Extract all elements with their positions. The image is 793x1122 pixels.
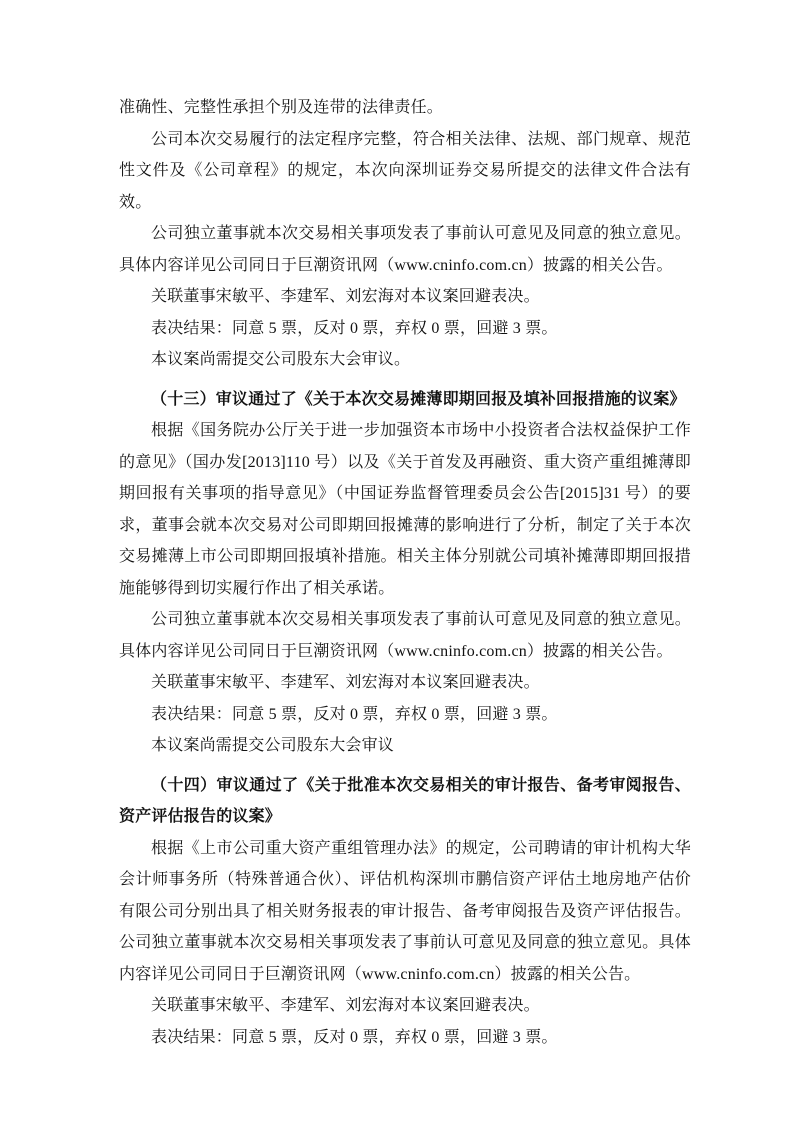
paragraph-independent-directors-opinion: 公司独立董事就本次交易相关事项发表了事前认可意见及同意的独立意见。具体内容详见公司同日于巨潮资讯网（www.cninfo.com.cn）披露的相关公告。 xyxy=(119,225,691,274)
section-heading-13: （十三）审议通过了《关于本次交易摊薄即期回报及填补回报措施的议案》 xyxy=(151,390,686,408)
document-page xyxy=(119,92,691,1053)
paragraph-legal-procedure: 公司本次交易履行的法定程序完整，符合相关法律、法规、部门规章、规范性文件及《公司章程》的规定，本次向深圳证券交易所提交的法律文件合法有效。 xyxy=(119,130,691,211)
paragraph-related-directors-abstain: 关联董事宋敏平、李建军、刘宏海对本议案回避表决。 xyxy=(151,288,540,305)
section-heading-14: （十四）审议通过了《关于批准本次交易相关的审计报告、备考审阅报告、资产评估报告的议案》 xyxy=(119,776,691,825)
paragraph-independent-directors-opinion: 公司独立董事就本次交易相关事项发表了事前认可意见及同意的独立意见。具体内容详见公司同日于巨潮资讯网（www.cninfo.com.cn）披露的相关公告。 xyxy=(119,611,691,660)
paragraph-audit-appraisal-reports: 根据《上市公司重大资产重组管理办法》的规定，公司聘请的审计机构大华会计师事务所（特殊普通合伙）、评估机构深圳市鹏信资产评估土地房地产估价有限公司分别出具了相关财务报表的审计报告、备考审阅报告及资产评估报告。公司独立董事就本次交易相关事项发表了事前认可意见及同意的独立意见。具体内容详见公司同日于巨潮资讯网（www.cninfo.com.cn）披露的相关公告。 xyxy=(119,839,691,983)
paragraph-related-directors-abstain: 关联董事宋敏平、李建军、刘宏海对本议案回避表决。 xyxy=(151,674,540,691)
paragraph-vote-result: 表决结果：同意 5 票，反对 0 票，弃权 0 票，回避 3 票。 xyxy=(151,319,558,337)
paragraph-legal-liability-continuation: 准确性、完整性承担个别及连带的法律责任。 xyxy=(119,99,444,116)
paragraph-vote-result: 表决结果：同意 5 票，反对 0 票，弃权 0 票，回避 3 票。 xyxy=(151,1028,558,1046)
paragraph-dilution-return-measures: 根据《国务院办公厅关于进一步加强资本市场中小投资者合法权益保护工作的意见》（国办发[2013]110 号）以及《关于首发及再融资、重大资产重组摊薄即期回报有关事项的指导意见》（中国证券监督管理委员会公告[2015]31 号）的要求，董事会就本次交易对公司即期回报摊薄的影响进行了分析，制定了关于本次交易摊薄上市公司即期回报填补措施。相关主体分别就公司填补摊薄即期回报措施能够得到切实履行作出了相关承诺。 xyxy=(119,422,691,597)
paragraph-submit-to-shareholders: 本议案尚需提交公司股东大会审议 xyxy=(151,737,395,754)
paragraph-vote-result: 表决结果：同意 5 票，反对 0 票，弃权 0 票，回避 3 票。 xyxy=(151,705,558,723)
paragraph-submit-to-shareholders: 本议案尚需提交公司股东大会审议。 xyxy=(151,351,411,368)
paragraph-related-directors-abstain: 关联董事宋敏平、李建军、刘宏海对本议案回避表决。 xyxy=(151,997,540,1014)
